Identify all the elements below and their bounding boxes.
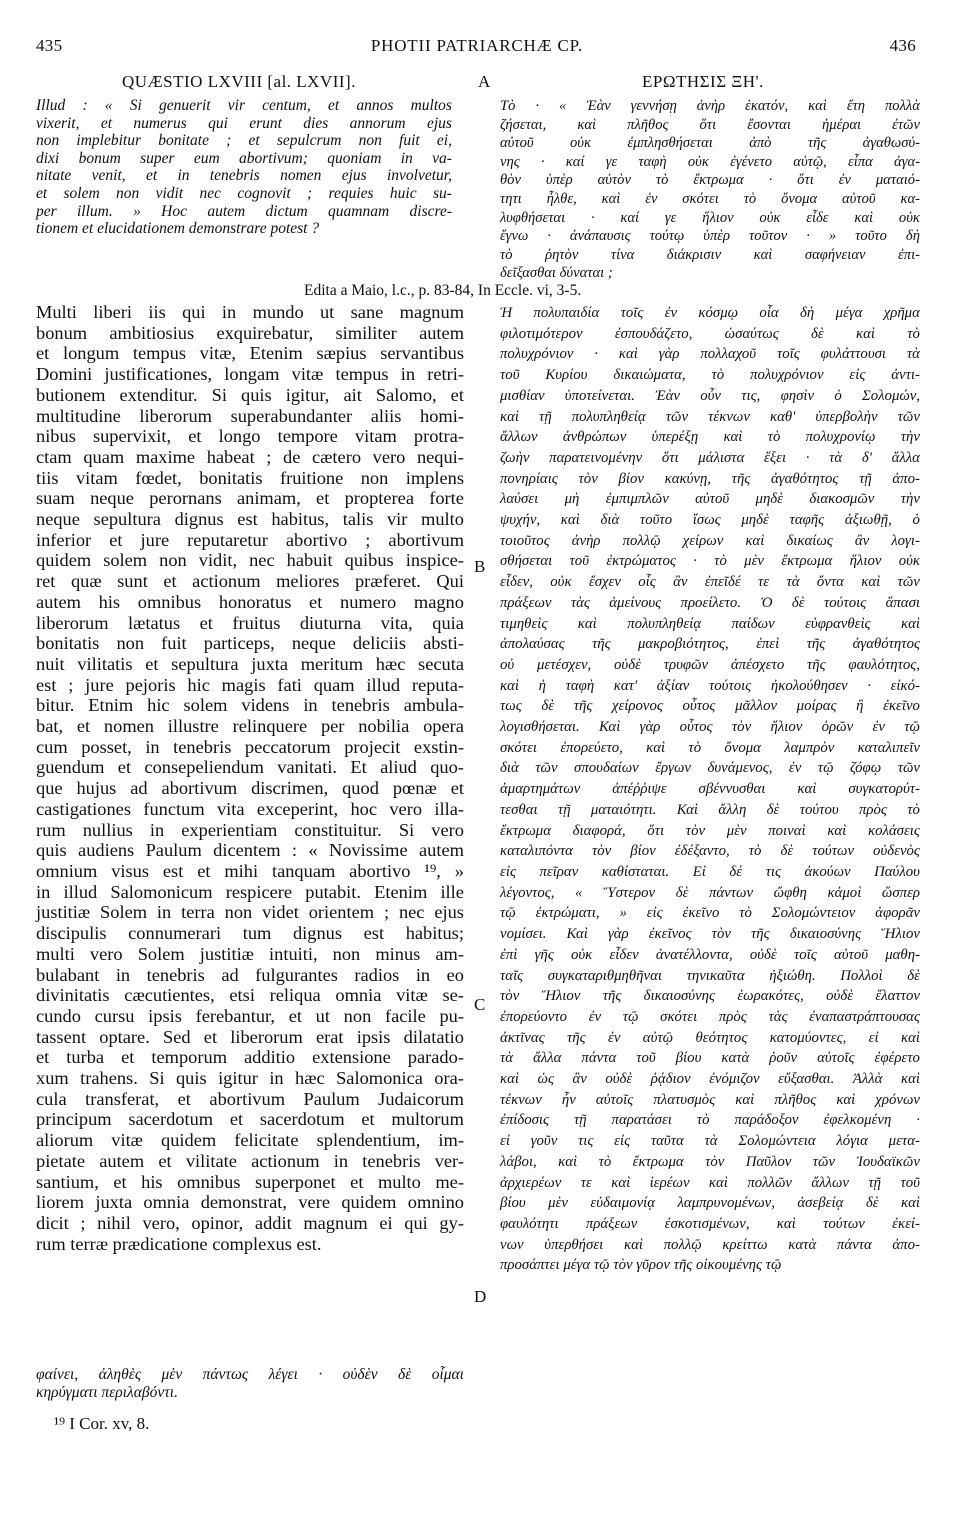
text-line: ἐπὶ γῆς οὐκ εἶδεν ἀνατέλλοντα, οὐδὲ τοῖς αὐτοῦ μαθη-	[500, 946, 920, 963]
text-line: κηρύγματι περιλαβόντι.	[36, 1383, 178, 1401]
text-line: τοιοῦτος ἀνὴρ πολλῷ χείρων καὶ δικαίως ἂν λογι-	[500, 532, 920, 549]
text-line: πολυχρόνιον · καὶ γὰρ πολλαχοῦ τοῖς φυλάττουσι τὰ	[500, 346, 920, 363]
text-line: οὐ μετέσχεν, οὐδὲ τρυφῶν ἀπέσχετο τῆς φαυλότητος,	[500, 656, 920, 673]
margin-letter-c: C	[474, 995, 486, 1014]
text-line: bonitatis non fuit particeps, neque deliciis absti-	[36, 633, 464, 654]
margin-letter-b: B	[474, 557, 486, 576]
text-line: castigationes functum vita exceperint, hoc vero illa-	[36, 798, 464, 819]
text-line: διὰ τῶν σπουδαίων ἔργων δυνάμενος, ἐν τῷ ζόφῳ τῶν	[500, 760, 920, 777]
text-line: πονηρίαις τὸν βίον κακύνῃ, τῆς ἀγαθότητος τῇ ἀπο-	[500, 470, 920, 487]
text-line: tiis vitam fœdet, bonitatis fruitione non implens	[36, 467, 464, 488]
text-line: justitiæ Solem in terra non videt orientem ; nec ejus	[36, 902, 464, 923]
greek-commentary	[500, 303, 920, 1276]
text-line: vixerit, et numerus qui erunt dies annorum ejus	[36, 114, 452, 132]
text-line: xum trahens. Si quis igitur in hæc Salomonica ora-	[36, 1068, 464, 1089]
text-line: καὶ ὡς ἂν οὐδὲ ῥᾴδιον ἐνόμιζον εὔξασθαι. Ἀλλὰ καὶ	[500, 1071, 920, 1088]
text-line: νης · καί γε ταφὴ οὐκ ἐγένετο αὐτῷ, εἶπα ἀγα-	[500, 153, 920, 170]
text-line: μισθίαν ὑποτείνεται. Ἐὰν οὖν τις, φησὶν ὁ Σολομών,	[500, 387, 920, 404]
text-line: quis audiens Paulum dicentem : « Novissime autem	[36, 840, 464, 861]
text-line: ζωὴν παρατεινομένην ὅτι μάλιστα ἕξει · τὰ δ' ἄλλα	[500, 449, 920, 466]
text-line: cundo cursu ipsis ferebantur, et ut non facile pu-	[36, 1005, 464, 1026]
text-line: τοῦ Κυρίου δικαιώματα, τὸ πολυχρόνιον εἰς ἀντι-	[500, 367, 920, 384]
latin-question-heading: QUÆSTIO LXVIII [al. LXVII].	[122, 72, 356, 91]
text-line: προσάπτει μέγα τῷ τὸν γῦρον τῆς οἰκουμένης τῷ	[500, 1257, 782, 1274]
text-line: Τὸ · « Ἐὰν γεννήσῃ ἀνὴρ ἑκατόν, καὶ ἔτη πολλὰ	[500, 98, 920, 114]
text-line: τὸ ῥητὸν τίνα διάκρισιν καὶ σαφήνειαν ἐπι-	[500, 246, 920, 263]
margin-letter-d: D	[474, 1287, 487, 1306]
text-line: nitate venit, et in tenebris nomen ejus involvetur,	[36, 167, 452, 185]
text-line: pietate autem et vilitate actionum in tenebris ver-	[36, 1150, 464, 1171]
text-line: εἰ γοῦν τις εἰς ταῦτα τὰ Σολομώντεια λόγια μετα-	[500, 1133, 920, 1150]
text-line: liberorum lætatus et fruitus diuturna vita, quia	[36, 612, 464, 633]
text-line: et longum tempus vitæ, Etenim sæpius servantibus	[36, 343, 464, 364]
text-line: cum posset, in tenebris peccatorum projecit exstin-	[36, 736, 464, 757]
text-line: ψυχήν, καὶ διὰ τοῦτο ἴσως μηδὲ ταφῆς ἀξιωθῇ, ὁ	[500, 512, 920, 529]
text-line: butionem extenditur. Si quis igitur, ait Salomo, et	[36, 384, 464, 405]
text-line: ἀπολαύσας τῆς μακροβιότητος, ἐπεὶ τῆς ἀγαθότητος	[500, 636, 920, 653]
text-line: guendum et consepeliendum vanitati. Et aliud quo-	[36, 757, 464, 778]
margin-letter-a: A	[478, 72, 491, 91]
text-line: Illud : « Si genuerit vir centum, et annos multos	[36, 97, 452, 114]
text-line: discipulis connumerari tum dignus est habitus;	[36, 923, 464, 944]
text-line: εἰς πεῖραν καθίσταται. Εἰ δέ τις ἀκούων Παύλου	[500, 863, 920, 880]
text-line: ἀρχιερέων τε καὶ ἱερέων καὶ πολλῶν ἄλλων τῇ τοῦ	[500, 1174, 920, 1191]
text-line: multitudine liberorum superabundanter aliis homi-	[36, 405, 464, 426]
latin-question	[36, 97, 452, 238]
text-line: autem his omnibus honoratus et numero magno	[36, 591, 464, 612]
text-line: σκότει ἐπορεύετο, καὶ τὸ ὄνομα λαμπρὸν καταλιπεῖν	[500, 739, 920, 756]
text-line: ἔγνω · ἀνάπαυσις τούτῳ ὑπὲρ τοῦτον · » τοῦτο δὴ	[500, 228, 920, 245]
greek-question	[500, 97, 920, 283]
text-line: λέγοντος, « Ὕστερον δὲ πάντων ὤφθη κἀμοὶ ὥσπερ	[500, 884, 920, 901]
text-line: τὸν Ἥλιον τῆς δικαιοσύνης ἑωρακότες, οὐδὲ ἔλαττον	[500, 988, 920, 1005]
text-line: φαίνει, ἀληθὲς μὲν πάντως λέγει · οὐδὲν δὲ οἶμαι	[36, 1366, 464, 1383]
text-line: τέκνων ἦν αὐτοῖς πλατυσμὸς καὶ πλῆθος καὶ χρόνων	[500, 1091, 920, 1108]
text-line: inferior et jure reputaretur abortivo ; abortivum	[36, 529, 464, 550]
text-line: ctam quam maxime habeat ; de cætero vero nequi-	[36, 446, 464, 467]
text-line: εἶδεν, οὐκ ἔσχεν οἷς ἂν ἐπεῖδέ τε τὰ ὄντα καὶ τῶν	[500, 574, 920, 591]
text-line: per illum. » Hoc autem dictum quamnam discre-	[36, 202, 452, 220]
text-line: αὐτοῦ οὐκ ἐμπλησθήσεται ἀπὸ τῆς ἀγαθωσύ-	[500, 135, 920, 152]
text-line: tionem et elucidationem demonstrare potest ?	[36, 220, 320, 238]
text-line: πράξεων τὰς ἀμείνους προείλετο. Ὁ δὲ τούτοις ἅπασι	[500, 594, 920, 611]
text-line: Ἡ πολυπαιδία τοῖς ἐν κόσμῳ οἷα δὴ μέγα χρῆμα	[500, 305, 920, 321]
text-line: τεσθαι τῇ ματαιότητι. Καὶ ἄλλη δὲ τούτου πρὸς τὸ	[500, 801, 920, 818]
text-line: suam neque perornans animam, et propterea forte	[36, 488, 464, 509]
text-line: bat, et nomen illustre relinquere per nobilia opera	[36, 716, 464, 737]
text-line: santium, et his omnibus superponet et multo me-	[36, 1171, 464, 1192]
text-line: φαυλότητι πράξεων ἐσκοτισμένων, καὶ τούτων ἐκεί-	[500, 1215, 920, 1232]
text-line: et turba et temporum additio extensione parado-	[36, 1047, 464, 1068]
text-line: καὶ τῇ πολυπληθείᾳ τῶν τέκνων καθ' ὑπερβολὴν τῶν	[500, 408, 920, 425]
text-line: λυφθήσεται · καί γε ἥλιον οὐκ εἶδε καὶ οὐκ	[500, 209, 920, 226]
text-line: τως δὲ τῆς χείρονος οὗτος μᾶλλον μοίρας ἢ ἐκεῖνο	[500, 698, 920, 715]
text-line: νομίσει. Καὶ γὰρ ἐκεῖνος τὸν τῆς δικαιοσύνης Ἥλιον	[500, 926, 920, 943]
text-line: ἐπίδοσις τῇ παρατάσει τὸ παράδοξον ἐφελκομένη ·	[500, 1112, 920, 1129]
text-line: bitur. Etnim hic solem videns in tenebris ambula-	[36, 695, 464, 716]
text-line: in illud Salomonicum respicere putabit. Etenim ille	[36, 881, 464, 902]
text-line: bulabant in tenebris ad fulgurantes radios in eo	[36, 964, 464, 985]
text-line: ἀκτῖνας τῆς ἐν αὐτῷ θεότητος κατομύοντες, εἰ καὶ	[500, 1029, 920, 1046]
text-line: dicit ; nihil vero, opinor, addit magnum ei qui gy-	[36, 1212, 464, 1233]
text-line: λογισθήσεται. Καὶ γὰρ οὗτος τὸν ἥλιον ὁρῶν ἐν τῷ	[500, 719, 920, 736]
text-line: λάβοι, καὶ τὸ ἔκτρωμα τὸν Παῦλον τῶν Ἰουδαϊκῶν	[500, 1153, 920, 1170]
text-line: omnium visus est et mihi tanquam abortivo ¹⁹, »	[36, 860, 464, 881]
text-line: aliorum vitæ quidem felicitate splendentium, im-	[36, 1130, 464, 1151]
text-line: dixi bonum super eum abortivum; quoniam in va-	[36, 149, 452, 167]
source-note: Edita a Maio, l.c., p. 83-84, In Eccle. vi, 3-5.	[304, 282, 582, 299]
text-line: liorem juxta omnia demonstrat, vere quidem omnino	[36, 1192, 464, 1213]
latin-commentary	[36, 302, 464, 1254]
text-line: λαύσει μὴ ἐμπιμπλῶν αὐτοῦ μηδὲ διακοσμῶν τὴν	[500, 491, 920, 508]
text-line: nuit vilitatis et sepultura juxta meritum hæc secuta	[36, 653, 464, 674]
text-line: nibus supervixit, et longo tempore vitam protra-	[36, 426, 464, 447]
text-line: καταλιπόντα τὸν βίον ἐδέξαντο, τὸ δὲ τούτων οὐδενὸς	[500, 843, 920, 860]
text-line: ταῖς συγκαταριθμηθῆναι τηνικαῦτα ἠξιώθη. Πολλοὶ δὲ	[500, 967, 920, 984]
text-line: neque sepultura dignus est habitus, talis vir multo	[36, 509, 464, 530]
text-line: τὰ ἄλλα πάντα τοῦ βίου κατὰ ῥοῦν αὐτοῖς ἐφέρετο	[500, 1050, 920, 1067]
text-line: divinitatis cæcutientes, etsi reliqua omnia vitæ se-	[36, 985, 464, 1006]
text-line: tassent optare. Sed et liberorum erat ipsis dilatatio	[36, 1026, 464, 1047]
text-line: ἔκτρωμα διαφορά, ὅτι τὸν μὲν ποιναὶ καὶ κολάσεις	[500, 822, 920, 839]
text-line: νων ὑπερθήσει καὶ πολλῷ κρείττω κατὰ πάντα ἀπο-	[500, 1236, 920, 1253]
text-line: ἄλλων ἀνθρώπων ὑπερέξῃ καὶ τὸ πολυχρονίῳ τὴν	[500, 429, 920, 446]
text-line: que hujus ad abortivum discrimen, quod pœnæ et	[36, 778, 464, 799]
text-line: ret quæ sunt et actionum meliores præferet. Qui	[36, 571, 464, 592]
text-line: Domini justificationes, longam vitæ tempus in retri-	[36, 364, 464, 385]
text-line: principum sacerdotum et sacerdotum et multorum	[36, 1109, 464, 1130]
text-line: ἁμαρτημάτων ἀπέῤῥιψε σβέννυσθαι καὶ συγκατορύτ-	[500, 781, 920, 798]
running-title: PHOTII PATRIARCHÆ CP.	[370, 36, 584, 55]
text-line: βίου μὲν εὐδαιμονίᾳ λαμπρυνομένων, ἀσεβείᾳ δὲ καὶ	[500, 1195, 920, 1212]
text-line: καὶ ἡ ταφὴ κατ' ἀξίαν τούτοις ἠκολούθησεν · εἰκό-	[500, 677, 920, 694]
text-line: σθήσεται τοῦ ἐκτρώματος · τὸ μὲν ἔκτρωμα ἥλιον οὐκ	[500, 553, 920, 570]
text-line: cula transferat, et abortivum Paulum Judaicorum	[36, 1088, 464, 1109]
text-line: multi vero Solem justitiæ intuiti, non minus am-	[36, 943, 464, 964]
text-line: quidem solem non vidit, nec habuit quibus inspice-	[36, 550, 464, 571]
text-line: rum nullius in experientiam constituitur. Si vero	[36, 819, 464, 840]
page-number-left: 435	[36, 36, 63, 55]
text-line: ἐπορεύοντο ἐν τῷ σκότει πρὸς τὰς ἐναπαστράπτουσας	[500, 1008, 920, 1025]
text-line: est ; jure pejoris hic magis fati quam illud reputa-	[36, 674, 464, 695]
page-number-right: 436	[889, 36, 916, 55]
greek-question-heading: ΕΡΩΤΗΣΙΣ ΞΗ'.	[642, 72, 764, 91]
text-line: φιλοτιμότερον ἐσπουδάζετο, ὡσαύτως δὲ καὶ τὸ	[500, 325, 920, 342]
text-line: non implebitur bonitate ; et sepulcrum non fuit ei,	[36, 132, 452, 150]
text-line: ζήσεται, καὶ πλῆθος ὅτι ἔσονται ἡμέραι ἐτῶν	[500, 116, 920, 133]
text-line: τῷ ἐκτρώματι, » εἰς ἐκεῖνο τὸ Σολομώντειον ἀφορᾶν	[500, 905, 920, 922]
text-line: bonum ambitiosius exquirebatur, similiter autem	[36, 322, 464, 343]
text-line: δεῖξασθαι δύναται ;	[500, 265, 613, 282]
text-line: θὸν ὑπὲρ αὐτὸν τὸ ἔκτρωμα · ὅτι ἐν ματαιό-	[500, 172, 920, 189]
footnote: ¹⁹ I Cor. xv, 8.	[54, 1414, 150, 1433]
latin-greek-tail	[36, 1366, 464, 1401]
text-line: et solem non vidit nec cognovit ; requies huic su-	[36, 184, 452, 202]
text-line: rum terræ prædicatione complexus est.	[36, 1233, 322, 1254]
text-line: τιμηθεὶς καὶ πολυπληθείᾳ παίδων εὐφρανθεὶς καὶ	[500, 615, 920, 632]
text-line: τητι ἦλθε, καὶ ἐν σκότει τὸ ὄνομα αὐτοῦ κα-	[500, 190, 920, 207]
text-line: Multi liberi iis qui in mundo ut sane magnum	[36, 302, 464, 322]
